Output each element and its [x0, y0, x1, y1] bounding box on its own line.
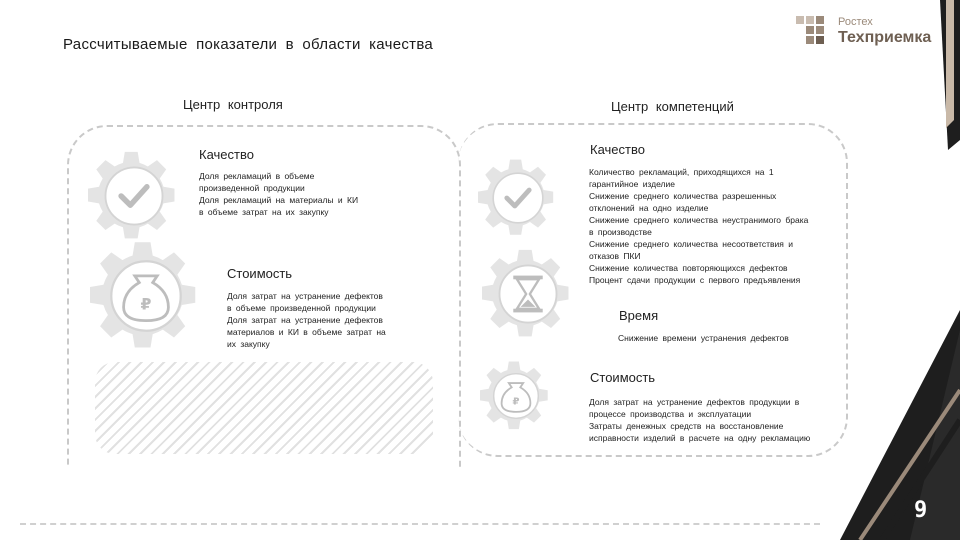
gear-hourglass-icon — [482, 248, 574, 340]
gear-ruble-bag-icon — [480, 360, 552, 432]
text-line: Снижение среднего количества неустранимого брака — [589, 215, 809, 225]
logo-line1: Ростех — [838, 16, 873, 28]
page-number: 9 — [914, 498, 928, 523]
left-quality-title: Качество — [199, 147, 254, 162]
text-line: Доля затрат на устранение дефектов продукции в — [589, 397, 800, 407]
left-quality-text — [199, 170, 358, 218]
text-line: в объеме затрат на их закупку — [199, 207, 329, 217]
right-quality-title: Качество — [590, 142, 645, 157]
svg-text:₽: ₽ — [140, 294, 152, 314]
text-line: Процент сдачи продукции с первого предъявления — [589, 275, 801, 285]
text-line: Доля затрат на устранение дефектов — [227, 315, 383, 325]
text-line: их закупку — [227, 339, 270, 349]
text-line: Снижение времени устранения дефектов — [618, 333, 789, 343]
text-line: отказов ПКИ — [589, 251, 641, 261]
text-line: Снижение количества повторяющихся дефектов — [589, 263, 788, 273]
text-line: Снижение среднего количества несоответствия и — [589, 239, 794, 249]
logo-line2: Техприемка — [838, 29, 932, 46]
right-quality-text — [589, 166, 808, 286]
text-line: исправности изделий в расчете на одну рекламацию — [589, 433, 811, 443]
text-line: Снижение среднего количества разрешенных — [589, 191, 777, 201]
logo-mark-icon — [796, 16, 830, 48]
right-cost-text — [589, 396, 810, 444]
bottom-divider — [20, 523, 820, 525]
text-line: процессе производства и эксплуатации — [589, 409, 752, 419]
text-line: в объеме произведенной продукции — [227, 303, 376, 313]
hatched-area — [95, 362, 433, 454]
logo — [796, 16, 946, 50]
right-cost-title: Стоимость — [590, 370, 656, 385]
gear-check-icon — [478, 158, 558, 238]
control-center-heading: Центр контроля — [183, 97, 283, 112]
text-line: Доля рекламаций в объеме — [199, 171, 315, 181]
text-line: отклонений на одно изделие — [589, 203, 709, 213]
gear-check-icon — [88, 150, 180, 242]
text-line: гарантийное изделие — [589, 179, 675, 189]
right-time-title: Время — [619, 308, 659, 323]
svg-text:₽: ₽ — [512, 396, 520, 408]
left-cost-title: Стоимость — [227, 266, 293, 281]
text-line: Доля рекламаций на материалы и КИ — [199, 195, 359, 205]
text-line: материалов и КИ в объеме затрат на — [227, 327, 386, 337]
text-line: произведенной продукции — [199, 183, 305, 193]
gear-ruble-bag-icon — [90, 240, 202, 352]
page-title: Рассчитываемые показатели в области качества — [63, 36, 434, 53]
left-cost-text — [227, 290, 386, 350]
text-line: Затраты денежных средств на восстановление — [589, 421, 784, 431]
competence-center-heading: Центр компетенций — [611, 99, 734, 114]
text-line: в производстве — [589, 227, 652, 237]
right-time-text — [618, 332, 789, 344]
text-line: Доля затрат на устранение дефектов — [227, 291, 383, 301]
text-line: Количество рекламаций, приходящихся на 1 — [589, 167, 774, 177]
